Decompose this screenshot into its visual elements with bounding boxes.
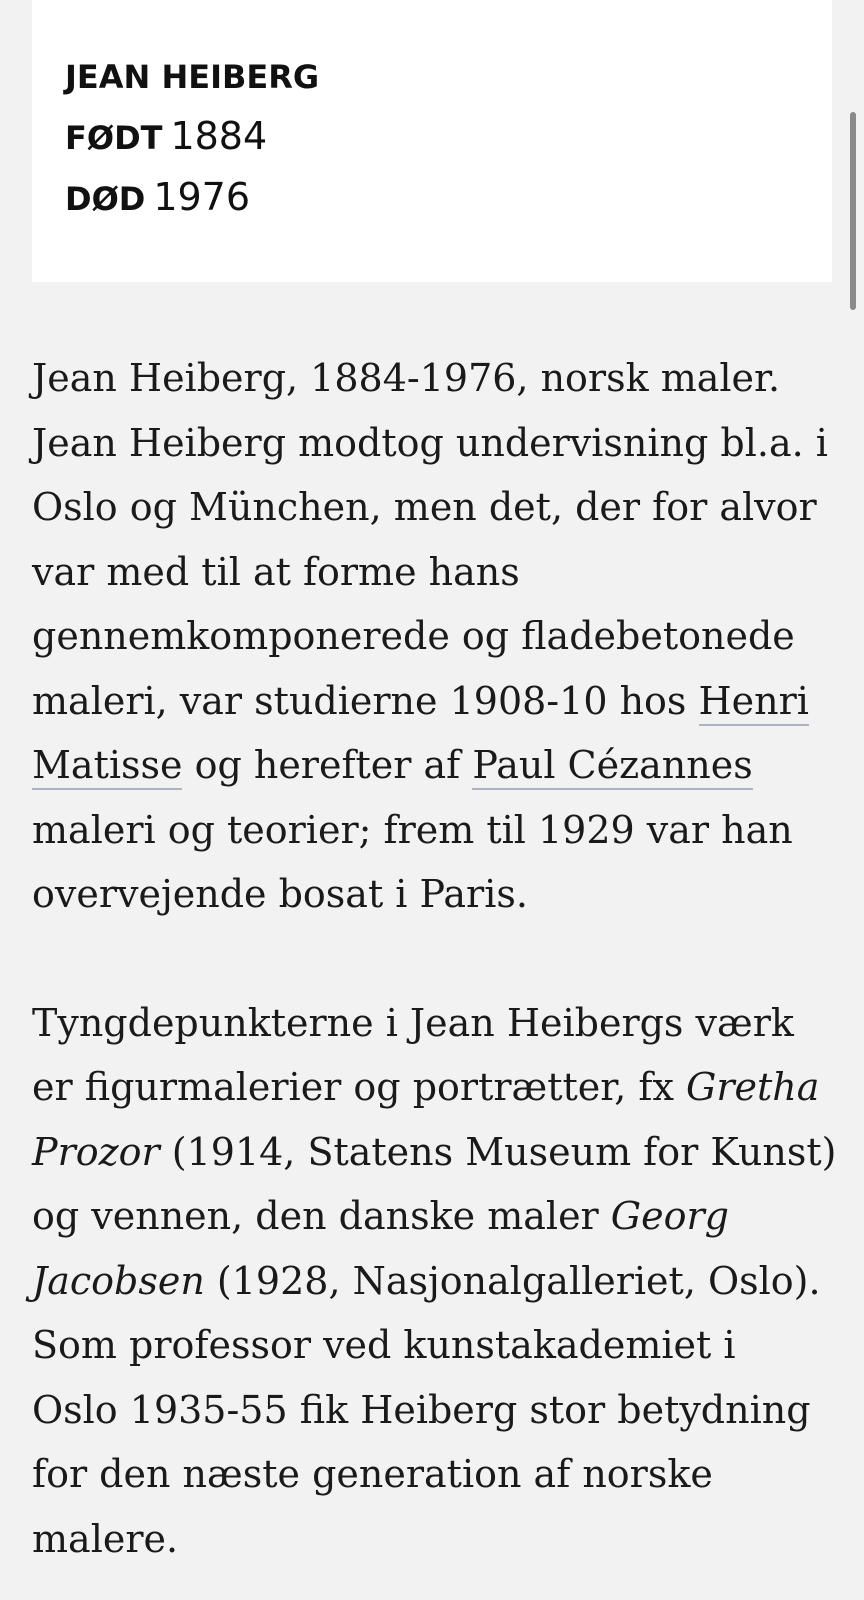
text-line	[32, 1249, 832, 1314]
text-segment: og vennen, den danske maler	[32, 1194, 611, 1238]
fact-name-row	[65, 48, 832, 107]
text-line	[32, 669, 832, 734]
text-segment: (1928, Nasjonalgalleriet, Oslo).	[204, 1258, 821, 1303]
link-paul-cezanne[interactable]: Paul Cézannes	[472, 743, 752, 790]
fact-box	[32, 0, 832, 282]
text-line: gennemkomponerede og fladebetonede	[32, 614, 795, 658]
text-line: Jean Heiberg, 1884-1976, norsk maler.	[32, 356, 781, 400]
work-title-gretha-prozor: Gretha	[685, 1065, 820, 1109]
born-label: FØDT	[65, 119, 163, 157]
article-paragraph-2	[32, 991, 837, 1572]
text-line: var med til at forme hans	[32, 549, 520, 594]
text-line	[32, 733, 832, 798]
scrollbar-thumb[interactable]	[850, 112, 856, 310]
text-line	[32, 1184, 832, 1249]
born-value: 1884	[170, 114, 268, 158]
text-line: Tyngdepunkterne i Jean Heibergs værk	[32, 1000, 794, 1045]
artist-name: JEAN HEIBERG	[65, 58, 320, 96]
link-henri-matisse[interactable]: Matisse	[32, 743, 182, 790]
fact-died-row	[65, 168, 832, 229]
text-line	[32, 1055, 832, 1120]
text-line: Oslo 1935-55 fik Heiberg stor betydning	[32, 1387, 811, 1432]
text-segment: er figurmalerier og portrætter, fx	[32, 1065, 686, 1109]
text-line: maleri og teorier; frem til 1929 var han	[32, 807, 793, 852]
text-line: for den næste generation af norske	[32, 1452, 713, 1496]
text-line: Oslo og München, men det, der for alvor	[32, 485, 817, 529]
text-line: overvejende bosat i Paris.	[32, 872, 528, 916]
died-label: DØD	[65, 180, 146, 218]
text-line	[32, 1120, 837, 1185]
link-henri-matisse[interactable]: Henri	[699, 679, 809, 726]
text-line: Jean Heiberg modtog undervisning bl.a. i	[32, 420, 828, 465]
text-segment: (1914, Statens Museum for Kunst)	[159, 1129, 837, 1174]
text-line: Som professor ved kunstakademiet i	[32, 1323, 736, 1367]
work-title-georg-jacobsen: Jacobsen	[32, 1258, 205, 1303]
article-body	[32, 346, 837, 1571]
work-title-gretha-prozor: Prozor	[32, 1129, 160, 1174]
work-title-georg-jacobsen: Georg	[610, 1194, 730, 1238]
died-value: 1976	[153, 175, 251, 219]
fact-born-row	[65, 107, 832, 168]
article-paragraph-1	[32, 346, 832, 927]
text-segment: maleri, var studierne 1908-10 hos	[32, 678, 699, 723]
text-line: malere.	[32, 1516, 179, 1561]
text-segment: og herefter af	[182, 743, 473, 787]
